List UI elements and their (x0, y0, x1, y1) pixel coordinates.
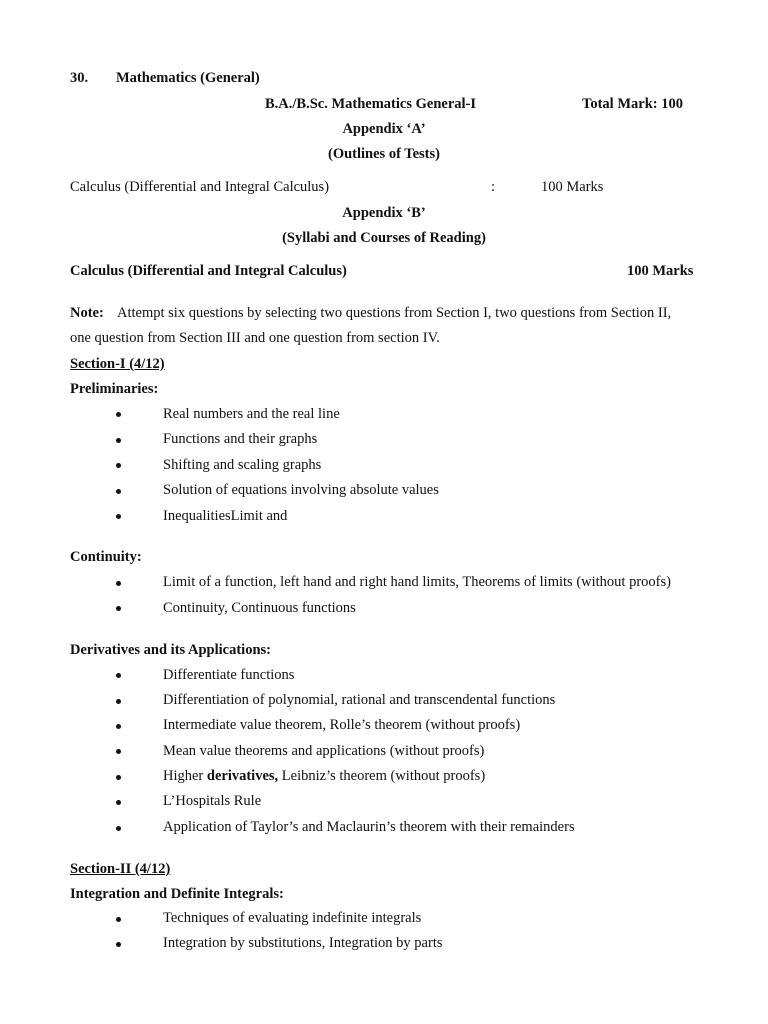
section-2-heading: Section-II (4/12) (70, 861, 171, 877)
appendix-a-row-marks: 100 Marks (541, 179, 604, 195)
continuity-title: Continuity: (70, 549, 142, 565)
appendix-a-subtitle: (Outlines of Tests) (328, 146, 440, 162)
bullet-icon (116, 606, 121, 611)
note-label: Note: (70, 305, 104, 321)
preliminaries-title: Preliminaries: (70, 381, 159, 397)
bullet-icon (116, 917, 121, 922)
appendix-b-title: Appendix ‘B’ (342, 205, 426, 221)
list-item: Techniques of evaluating indefinite integrals (163, 910, 422, 926)
list-item: Real numbers and the real line (163, 406, 340, 422)
list-item: Differentiate functions (163, 667, 295, 683)
note-line-2: one question from Section III and one question from section IV. (70, 330, 440, 346)
note-line-1: Attempt six questions by selecting two questions from Section I, two questions from Section II, (117, 305, 672, 321)
bullet-icon (116, 438, 121, 443)
section-number: 30. (70, 70, 89, 86)
bullet-icon (116, 800, 121, 805)
bullet-icon (116, 412, 121, 417)
list-item: Integration by substitutions, Integration by parts (163, 935, 443, 951)
bullet-icon (116, 699, 121, 704)
list-item (163, 767, 485, 785)
bullet-icon (116, 775, 121, 780)
bullet-icon (116, 673, 121, 678)
list-item: Differentiation of polynomial, rational and transcendental functions (163, 692, 556, 708)
appendix-b-row-label: Calculus (Differential and Integral Calculus) (70, 263, 347, 279)
bullet-icon (116, 724, 121, 729)
integration-title: Integration and Definite Integrals: (70, 886, 284, 902)
list-item: Intermediate value theorem, Rolle’s theorem (without proofs) (163, 717, 521, 733)
list-item: Limit of a function, left hand and right hand limits, Theorems of limits (without proofs) (163, 574, 671, 590)
appendix-b-row-marks: 100 Marks (627, 263, 694, 279)
list-item: Functions and their graphs (163, 431, 318, 447)
bullet-icon (116, 489, 121, 494)
appendix-a-title: Appendix ‘A’ (342, 121, 426, 137)
list-item: L’Hospitals Rule (163, 793, 262, 809)
list-item: Shifting and scaling graphs (163, 457, 322, 473)
bullet-icon (116, 826, 121, 831)
higher-bold: derivatives, (206, 768, 279, 784)
course-title: B.A./B.Sc. Mathematics General-I (265, 96, 477, 112)
list-item: Continuity, Continuous functions (163, 600, 356, 616)
bullet-icon (116, 749, 121, 754)
bullet-icon (116, 514, 121, 519)
list-item: Solution of equations involving absolute values (163, 482, 439, 498)
higher-rest: Leibniz’s theorem (without proofs) (281, 768, 486, 784)
subject-title: Mathematics (General) (116, 70, 260, 86)
derivatives-title: Derivatives and its Applications: (70, 642, 271, 658)
appendix-a-row-label: Calculus (Differential and Integral Calculus) (70, 179, 330, 195)
list-item: Application of Taylor’s and Maclaurin’s theorem with their remainders (163, 819, 575, 835)
total-mark: Total Mark: 100 (582, 96, 683, 112)
bullet-icon (116, 581, 121, 586)
higher-prefix: Higher (163, 768, 207, 784)
appendix-a-row-colon: : (491, 179, 496, 195)
appendix-b-subtitle: (Syllabi and Courses of Reading) (282, 230, 486, 246)
section-1-heading: Section-I (4/12) (70, 356, 165, 372)
bullet-icon (116, 463, 121, 468)
bullet-icon (116, 942, 121, 947)
list-item: InequalitiesLimit and (163, 508, 288, 524)
list-item: Mean value theorems and applications (without proofs) (163, 743, 485, 759)
